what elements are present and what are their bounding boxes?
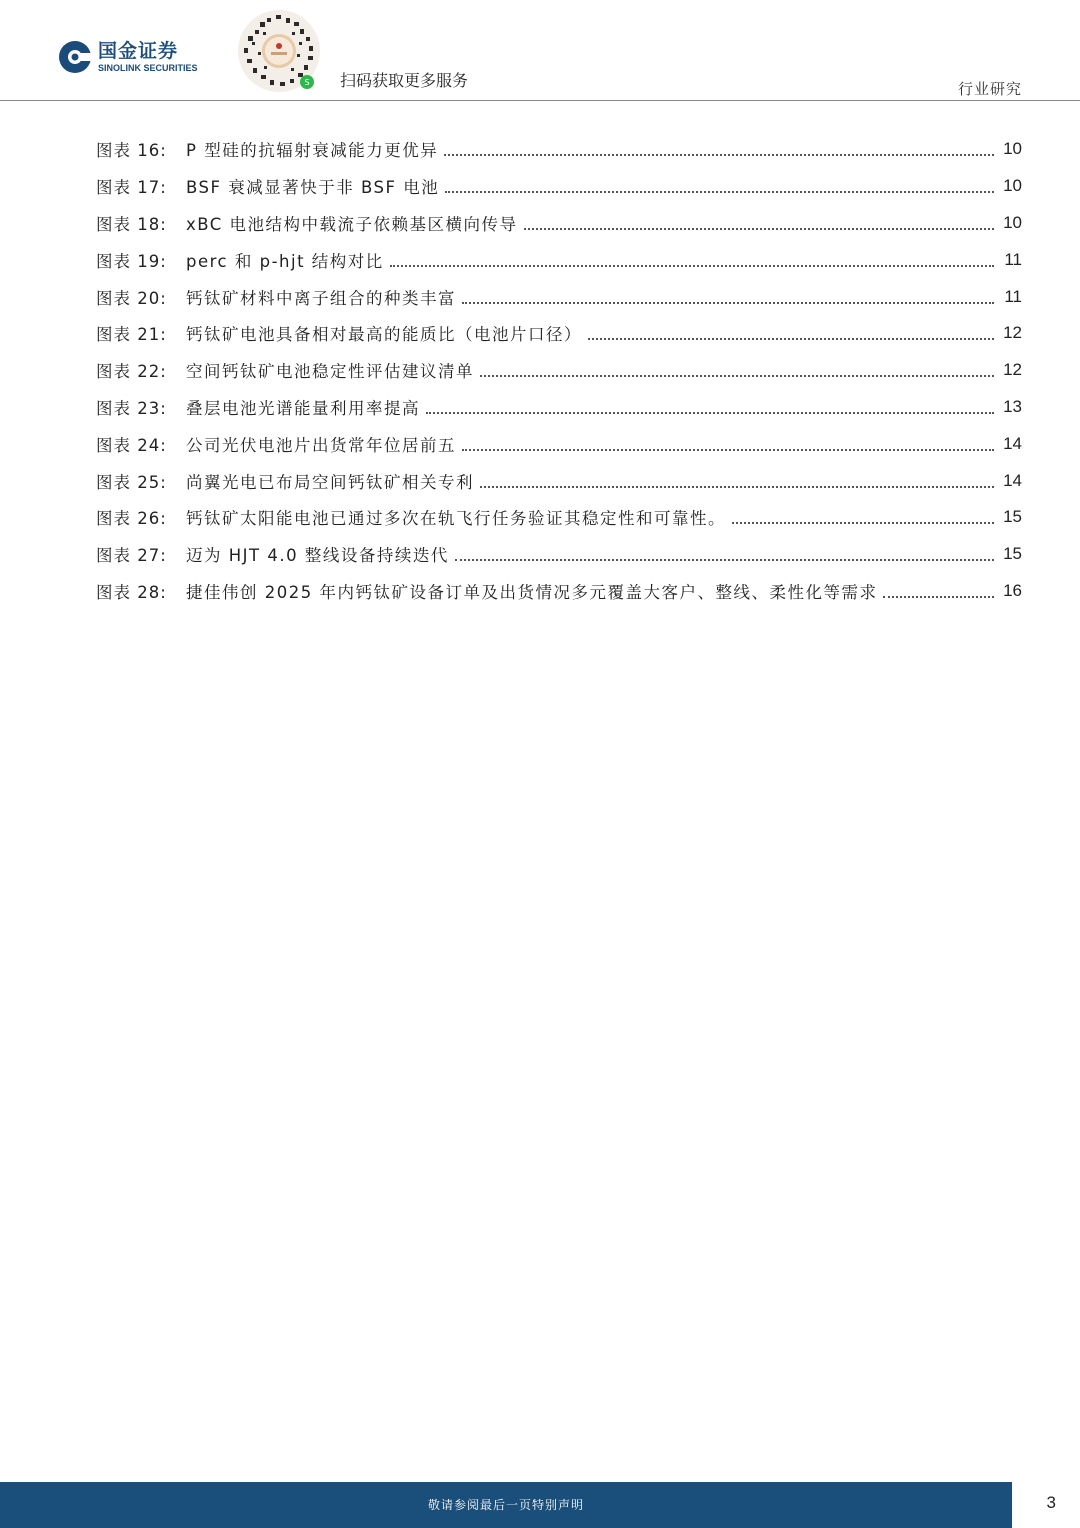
toc-entry-title: 钙钛矿电池具备相对最高的能质比（电池片口径） — [186, 325, 582, 345]
toc-entry-label: 图表 20: — [96, 288, 167, 308]
sinolink-logo — [58, 40, 198, 74]
toc-leader-dots — [444, 154, 994, 156]
toc-entry-title: 钙钛矿材料中离子组合的种类丰富 — [186, 288, 456, 308]
toc-entry-label: 图表 26: — [96, 509, 167, 529]
toc-entry-title: P 型硅的抗辐射衰减能力更优异 — [186, 141, 439, 161]
toc-entry-page: 11 — [1004, 286, 1022, 306]
toc-entry-label: 图表 17: — [96, 178, 167, 198]
toc-entry[interactable] — [96, 462, 1022, 499]
sinolink-logo-icon — [58, 40, 92, 74]
toc-entry-page: 10 — [1003, 212, 1022, 232]
toc-entry[interactable] — [96, 315, 1022, 352]
page-header — [0, 0, 1080, 100]
toc-leader-dots — [524, 228, 994, 230]
toc-entry-title: perc 和 p-hjt 结构对比 — [186, 251, 384, 271]
toc-entry-label: 图表 16: — [96, 141, 167, 161]
toc-leader-dots — [462, 302, 994, 304]
toc-entry-title: 迈为 HJT 4.0 整线设备持续迭代 — [186, 546, 449, 566]
toc-entry[interactable] — [96, 352, 1022, 389]
toc-entry-label: 图表 25: — [96, 472, 167, 492]
toc-entry[interactable] — [96, 131, 1022, 168]
figure-index-list — [96, 131, 1022, 609]
toc-entry-page: 13 — [1003, 396, 1022, 416]
toc-leader-dots — [480, 486, 994, 488]
page-number: 3 — [1046, 1493, 1056, 1512]
qr-code-icon[interactable] — [236, 8, 322, 94]
toc-entry-title: 空间钙钛矿电池稳定性评估建议清单 — [186, 362, 474, 382]
toc-entry-title: 捷佳伟创 2025 年内钙钛矿设备订单及出货情况多元覆盖大客户、整线、柔性化等需求 — [186, 582, 878, 602]
toc-entry[interactable] — [96, 389, 1022, 426]
toc-entry[interactable] — [96, 499, 1022, 536]
logo-english-name: SINOLINK SECURITIES — [98, 63, 198, 73]
toc-entry[interactable] — [96, 241, 1022, 278]
toc-leader-dots — [732, 522, 994, 524]
toc-entry-page: 15 — [1003, 507, 1022, 527]
toc-leader-dots — [480, 375, 994, 377]
toc-leader-dots — [426, 412, 994, 414]
toc-leader-dots — [455, 559, 994, 561]
toc-entry-label: 图表 19: — [96, 251, 167, 271]
toc-entry-label: 图表 21: — [96, 325, 167, 345]
toc-entry[interactable] — [96, 425, 1022, 462]
toc-entry[interactable] — [96, 573, 1022, 610]
scan-for-services-text: 扫码获取更多服务 — [340, 71, 469, 90]
toc-entry-title: 尚翼光电已布局空间钙钛矿相关专利 — [186, 472, 474, 492]
toc-entry[interactable] — [96, 278, 1022, 315]
toc-entry-page: 10 — [1003, 176, 1022, 196]
svg-text:S: S — [304, 78, 310, 87]
toc-entry-label: 图表 27: — [96, 546, 167, 566]
toc-entry-page: 12 — [1003, 323, 1022, 343]
toc-entry-page: 16 — [1003, 580, 1022, 600]
toc-entry-title: 公司光伏电池片出货常年位居前五 — [186, 435, 456, 455]
toc-entry-page: 11 — [1004, 249, 1022, 269]
toc-entry-page: 10 — [1003, 139, 1022, 159]
header-divider — [0, 100, 1080, 101]
report-category-label: 行业研究 — [957, 80, 1022, 98]
toc-leader-dots — [462, 449, 994, 451]
footer-disclaimer: 敬请参阅最后一页特别声明 — [427, 1498, 584, 1512]
toc-entry[interactable] — [96, 536, 1022, 573]
toc-entry[interactable] — [96, 205, 1022, 242]
toc-entry-page: 12 — [1003, 360, 1022, 380]
toc-entry-title: 叠层电池光谱能量利用率提高 — [186, 398, 420, 418]
toc-entry-label: 图表 28: — [96, 582, 167, 602]
toc-entry-label: 图表 18: — [96, 214, 167, 234]
toc-leader-dots — [883, 596, 994, 598]
toc-entry-label: 图表 23: — [96, 398, 167, 418]
toc-leader-dots — [390, 265, 994, 267]
toc-entry-page: 15 — [1003, 544, 1022, 564]
toc-entry-page: 14 — [1003, 470, 1022, 490]
toc-entry-page: 14 — [1003, 433, 1022, 453]
toc-entry-title: xBC 电池结构中载流子依赖基区横向传导 — [186, 214, 518, 234]
toc-entry-label: 图表 22: — [96, 362, 167, 382]
toc-entry-title: 钙钛矿太阳能电池已通过多次在轨飞行任务验证其稳定性和可靠性。 — [186, 509, 726, 529]
toc-leader-dots — [445, 191, 994, 193]
toc-entry-label: 图表 24: — [96, 435, 167, 455]
toc-leader-dots — [588, 338, 994, 340]
toc-entry[interactable] — [96, 168, 1022, 205]
logo-chinese-name: 国金证券 — [98, 40, 179, 62]
toc-entry-title: BSF 衰减显著快于非 BSF 电池 — [186, 178, 440, 198]
